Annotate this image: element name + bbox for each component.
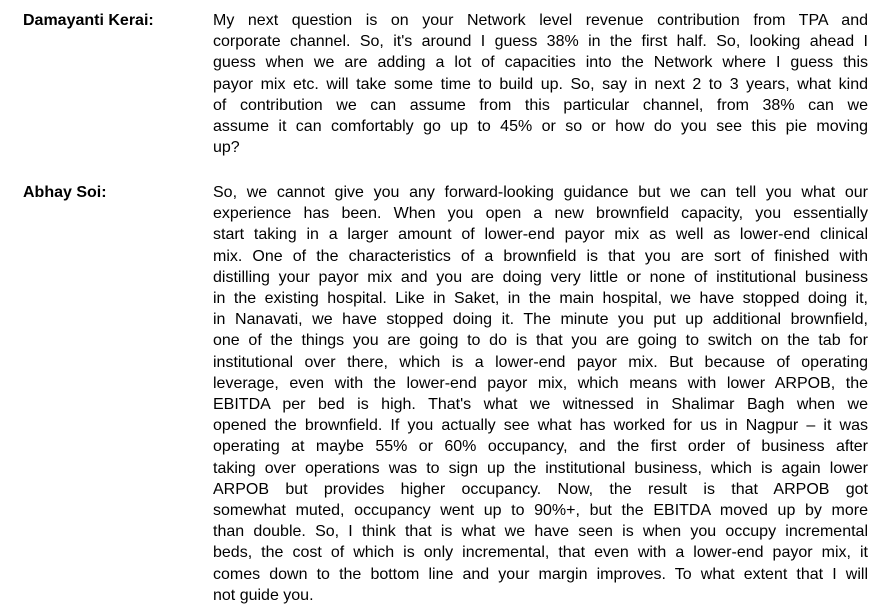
speech-line: assume it can comfortably go up to 45% or so or how do you see this pie moving bbox=[213, 118, 868, 136]
speech-line: one of the things you are going to do is that you are going to switch on the tab for bbox=[213, 332, 868, 350]
speech-line: comes down to the bottom line and your margin improves. To what extent that I will bbox=[213, 565, 868, 583]
speech-line: ARPOB but provides higher occupancy. Now, the result is that ARPOB got bbox=[213, 480, 868, 498]
speech-line: guess when we are adding a lot of capacities into the Network where I guess this bbox=[213, 54, 868, 72]
speech-line: beds, the cost of which is only incremental, that even with a lower-end payor mix, it bbox=[213, 544, 868, 562]
speech-line: payor mix etc. will take some time to build up. So, say in next 2 to 3 years, what kind bbox=[213, 75, 868, 93]
speech-line: mix. One of the characteristics of a brownfield is that you are sort of finished with bbox=[213, 247, 868, 265]
speech-line: My next question is on your Network level revenue contribution from TPA and bbox=[213, 12, 868, 29]
speech-line: not guide you. bbox=[213, 586, 314, 604]
speaker-name: Abhay Soi: bbox=[23, 184, 107, 201]
speech-line: in the existing hospital. Like in Saket, in the main hospital, we have stopped doing it, bbox=[213, 290, 868, 308]
speaker-name: Damayanti Kerai: bbox=[23, 12, 154, 29]
speech-line: institutional over there, which is a lower-end payor mix. But because of operating bbox=[213, 353, 868, 371]
speech-line: corporate channel. So, it's around I guess 38% in the first half. So, looking ahead I bbox=[213, 33, 868, 51]
speech-line: start taking in a larger amount of lower-end payor mix as well as lower-end clinical bbox=[213, 226, 868, 244]
speech-line: somewhat muted, occupancy went up to 90%+, but the EBITDA moved up by more bbox=[213, 502, 868, 520]
speech-line: in Nanavati, we have stopped doing it. The minute you put up additional brownfield, bbox=[213, 311, 868, 329]
speech-text bbox=[213, 10, 868, 158]
speech-line: distilling your payor mix and you are doing very little or none of institutional business bbox=[213, 268, 868, 286]
speech-line: EBITDA per bed is high. That's what we witnessed in Shalimar Bagh when we bbox=[213, 396, 868, 414]
speech-line: experience has been. When you open a new brownfield capacity, you essentially bbox=[213, 205, 868, 223]
speech-line: taking over operations was to sign up the institutional business, which is again lower bbox=[213, 459, 868, 477]
speech-line: So, we cannot give you any forward-looking guidance but we can tell you what our bbox=[213, 184, 868, 201]
speech-line: operating at maybe 55% or 60% occupancy, and the first order of business after bbox=[213, 438, 868, 456]
speech-line: leverage, even with the lower-end payor mix, which means with lower ARPOB, the bbox=[213, 374, 868, 392]
speech-line: up? bbox=[213, 139, 240, 157]
speech-line: opened the brownfield. If you actually see what has worked for us in Nagpur – it was bbox=[213, 417, 868, 435]
speech-line: of contribution we can assume from this particular channel, from 38% can we bbox=[213, 96, 868, 114]
speech-text bbox=[213, 182, 868, 606]
speech-line: than double. So, I think that is what we have seen is when you occupy incremental bbox=[213, 523, 868, 541]
